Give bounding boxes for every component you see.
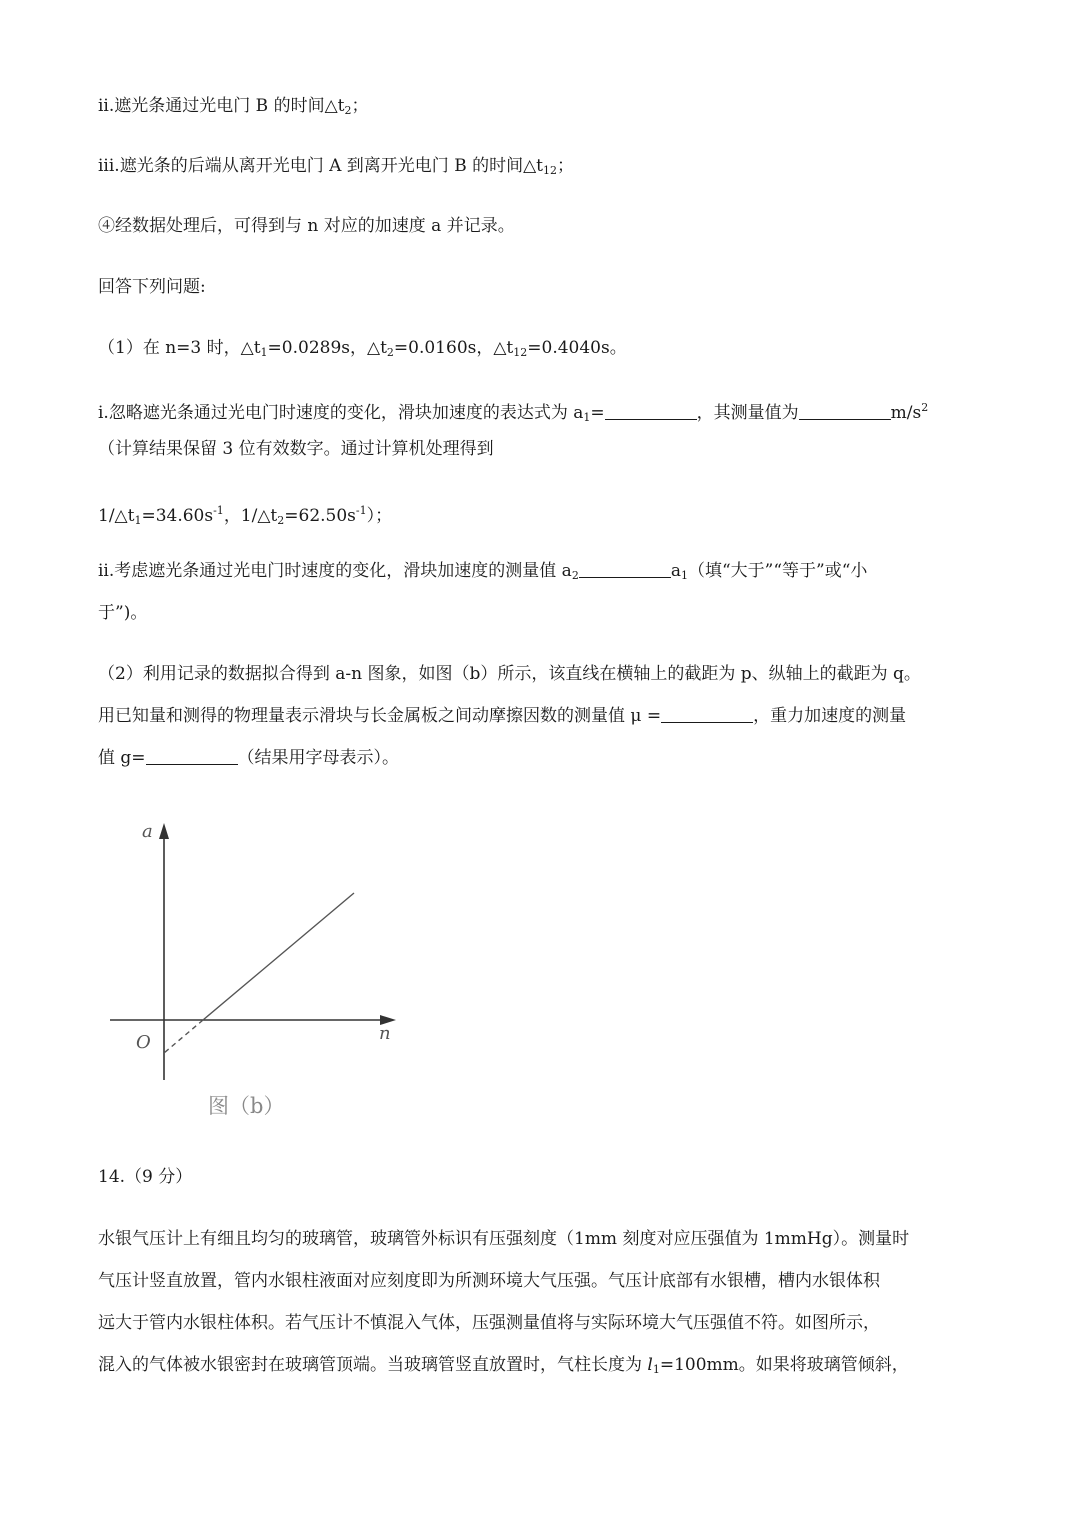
- text-line: 回答下列问题:: [98, 277, 206, 297]
- question-number: 14.（9 分）: [98, 1167, 193, 1187]
- text-line: 混入的气体被水银密封在玻璃管顶端。当玻璃管竖直放置时，气柱长度为 $l_1=100mm$。如果将玻璃管倾斜，: [98, 1355, 909, 1376]
- fit-line: [203, 893, 354, 1020]
- text-line: （2）利用记录的数据拟合得到 a-n 图象，如图（b）所示，该直线在横轴上的截距为 p、纵轴上的截距为 q。: [98, 664, 921, 684]
- text-line: 水银气压计上有细且均匀的玻璃管，玻璃管外标识有压强刻度（1mm 刻度对应压强值为 1mmHg）。测量时: [98, 1229, 910, 1249]
- fit-line-extension: [164, 1020, 203, 1053]
- text-line: 值 g= （结果用字母表示）。: [98, 748, 400, 768]
- answer-blank[interactable]: [799, 403, 891, 420]
- text-line: $1/\triangle t_1=34.60s^{-1}$，$1/\triangle t_2=62.50s^{-1}$）；: [98, 504, 393, 527]
- text-line: （计算结果保留 3 位有效数字。通过计算机处理得到: [98, 439, 494, 459]
- answer-blank[interactable]: [579, 561, 671, 578]
- text-line: 于”)。: [98, 603, 148, 623]
- text-line: 远大于管内水银柱体积。若气压计不慎混入气体，压强测量值将与实际环境大气压强值不符。如图所示，: [98, 1313, 880, 1333]
- answer-blank[interactable]: [661, 706, 753, 723]
- figure-b: [100, 815, 420, 1125]
- text-line: （1）在 n=3 时，$\triangle t_1=0.0289s$，$\triangle t_2=0.0160s$，$\triangle t_{12}=0.4040s$。: [98, 338, 627, 359]
- x-axis-label: n: [379, 1023, 391, 1044]
- text-line: i.忽略遮光条通过光电门时速度的变化，滑块加速度的表达式为 $a_1=$ ，其测量值为 $m/s^2$: [98, 401, 929, 424]
- text-line: ④经数据处理后，可得到与 n 对应的加速度 a 并记录。: [98, 216, 515, 236]
- text-line: iii.遮光条的后端从离开光电门 A 到离开光电门 B 的时间$\triangle t_{12}$；: [98, 156, 575, 177]
- y-axis-arrow: [159, 823, 169, 839]
- answer-blank[interactable]: [146, 748, 238, 765]
- answer-blank[interactable]: [605, 403, 697, 420]
- figure-caption: 图（b）: [208, 1094, 285, 1118]
- text-line: 用已知量和测得的物理量表示滑块与长金属板之间动摩擦因数的测量值 μ = ，重力加速度的测量: [98, 706, 907, 726]
- y-axis-label: a: [142, 821, 153, 842]
- text-line: 气压计竖直放置，管内水银柱液面对应刻度即为所测环境大气压强。气压计底部有水银槽，槽内水银体积: [98, 1271, 880, 1291]
- origin-label: O: [136, 1032, 151, 1053]
- text-line: ii.考虑遮光条通过光电门时速度的变化，滑块加速度的测量值 $a_2$ $a_1$（填“大于”“等于”或“小: [98, 561, 868, 582]
- text-line: ii.遮光条通过光电门 B 的时间$\triangle t_2$；: [98, 96, 369, 117]
